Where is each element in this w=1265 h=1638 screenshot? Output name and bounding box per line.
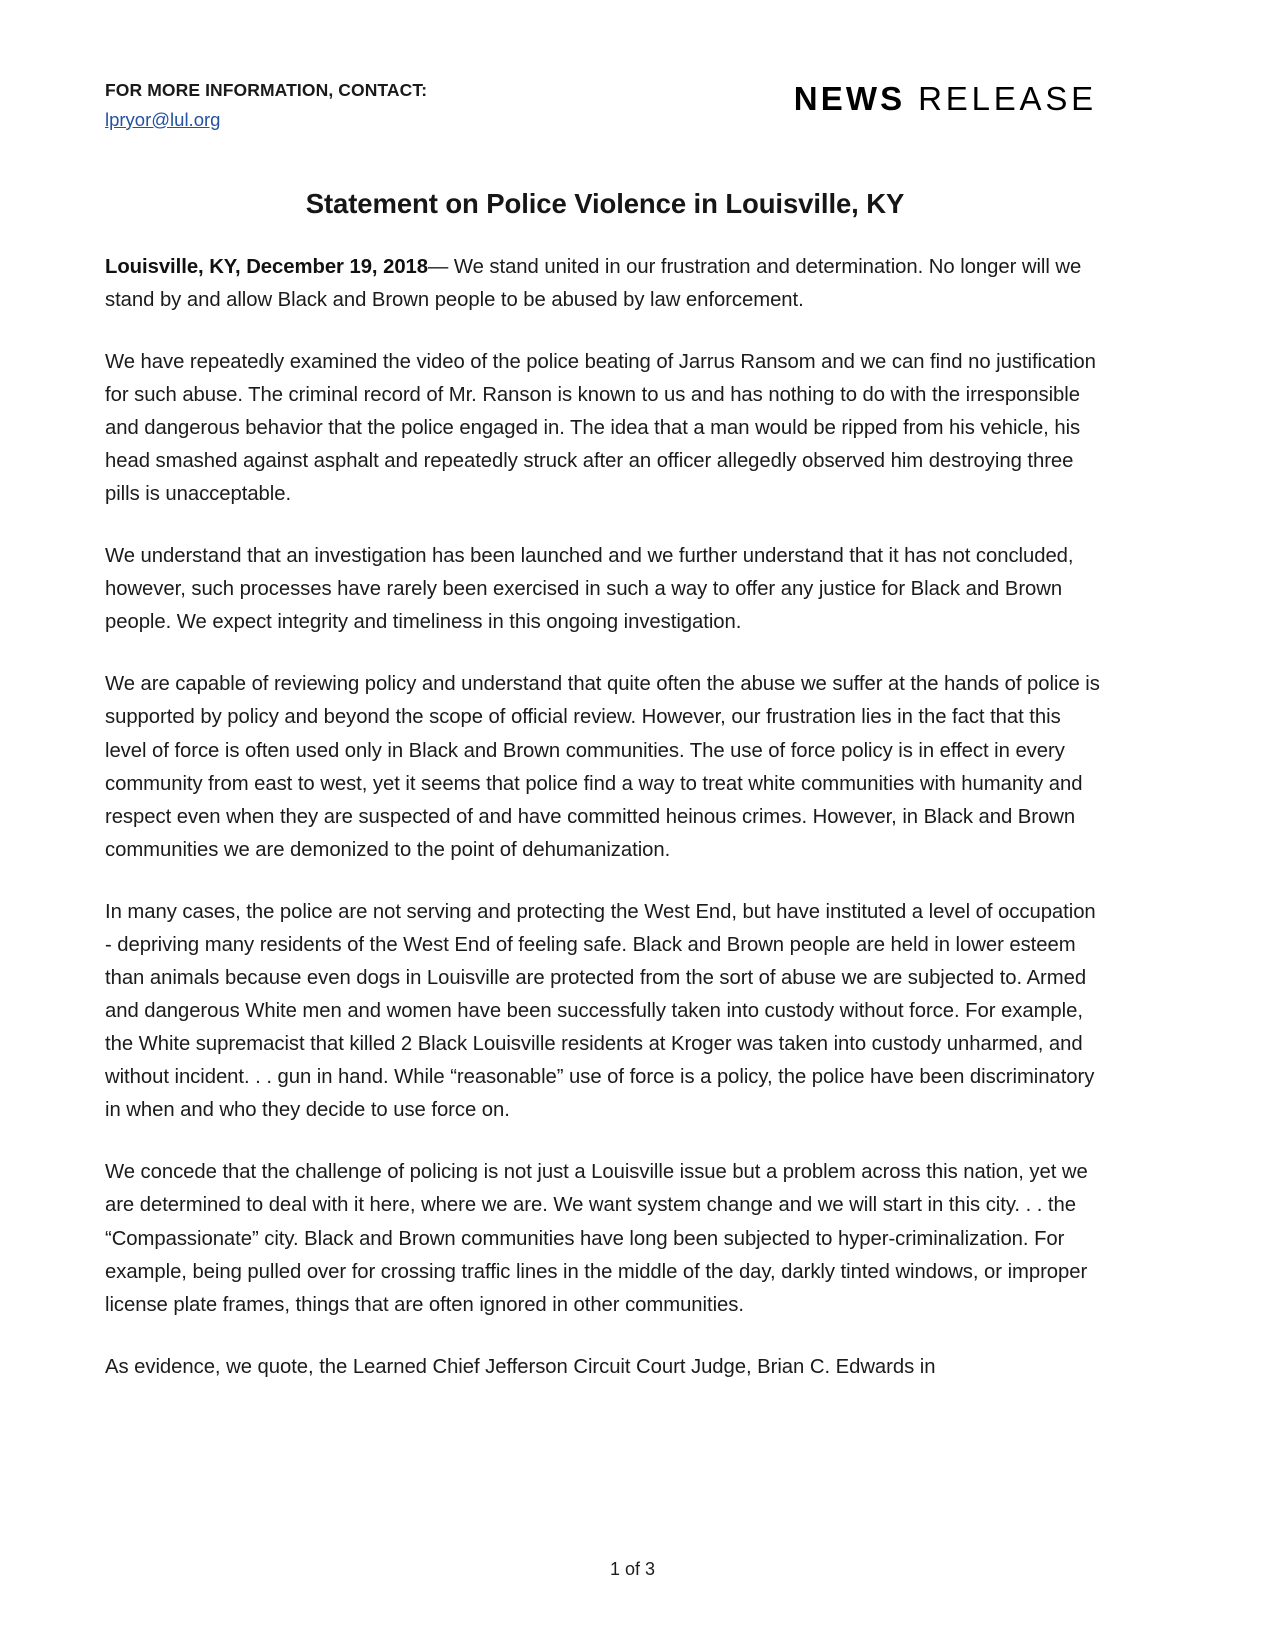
page-title: Statement on Police Violence in Louisville, KY: [305, 187, 905, 219]
document-header: [105, 78, 1105, 134]
body-paragraph: In many cases, the police are not serving and protecting the West End, but have instituted a level of occupation - depriving many residents of the West End of feeling safe. Black and Brown people are held in lower esteem than animals because even dogs in Louisville are protected from the sort of abuse we are subjected to. Armed and dangerous White men and women have been successfully taken into custody without force. For example, the White supremacist that killed 2 Black Louisville residents at Kroger was taken into custody unharmed, and without incident. . . gun in hand. While “reasonable” use of force is a policy, the police have been discriminatory in when and who they decide to use force on.: [105, 900, 1096, 1122]
body-paragraph: We have repeatedly examined the video of the police beating of Jarrus Ransom and we can find no justification for such abuse. The criminal record of Mr. Ranson is known to us and has nothing to do with the irresponsible and dangerous behavior that the police engaged in. The idea that a man would be ripped from his vehicle, his head smashed against asphalt and repeatedly struck after an officer allegedly observed him destroying three pills is unacceptable.: [105, 350, 1096, 506]
lede-paragraph: [105, 251, 1105, 317]
page-number: 1 of 3: [609, 1559, 656, 1579]
contact-email-link[interactable]: lpryor@lul.org: [105, 108, 221, 130]
contact-label: FOR MORE INFORMATION, CONTACT:: [105, 80, 428, 100]
body-paragraph: We are capable of reviewing policy and understand that quite often the abuse we suffer at the hands of police is supported by policy and beyond the scope of official review. However, our frustration lies in the fact that this level of force is often used only in Black and Brown communities. The use of force policy is in effect in every community from east to west, yet it seems that police find a way to treat white communities with humanity and respect even when they are suspected of and have committed heinous crimes. However, in Black and Brown communities we are demonized to the point of dehumanization.: [105, 673, 1100, 861]
masthead-news-word: NEWS: [793, 80, 906, 117]
page-footer: [0, 1559, 1265, 1580]
contact-block: [105, 78, 427, 134]
news-release-masthead: [794, 78, 1105, 118]
body-copy: [105, 251, 1105, 1384]
page-content: [105, 78, 1105, 1384]
masthead-release-word: RELEASE: [905, 80, 1097, 117]
body-paragraph: We understand that an investigation has been launched and we further understand that it has not concluded, however, such processes have rarely been exercised in such a way to offer any justice for Black and Brown people. We expect integrity and timeliness in this ongoing investigation.: [105, 545, 1074, 634]
body-paragraph: We concede that the challenge of policing is not just a Louisville issue but a problem across this nation, yet we are determined to deal with it here, where we are. We want system change and we will start in this city. . . the “Compassionate” city. Black and Brown communities have long been subjected to hyper-criminalization. For example, being pulled over for crossing traffic lines in the middle of the day, darkly tinted windows, or improper license plate frames, things that are often ignored in other communities.: [105, 1161, 1088, 1316]
dateline: Louisville, KY, December 19, 2018: [105, 255, 429, 278]
body-paragraph: As evidence, we quote, the Learned Chief Jefferson Circuit Court Judge, Brian C. Edwards in: [105, 1355, 936, 1378]
lede-text: — We stand united in our frustration and determination. No longer will we stand by and allow Black and Brown people to be abused by law enforcement.: [105, 255, 1082, 311]
